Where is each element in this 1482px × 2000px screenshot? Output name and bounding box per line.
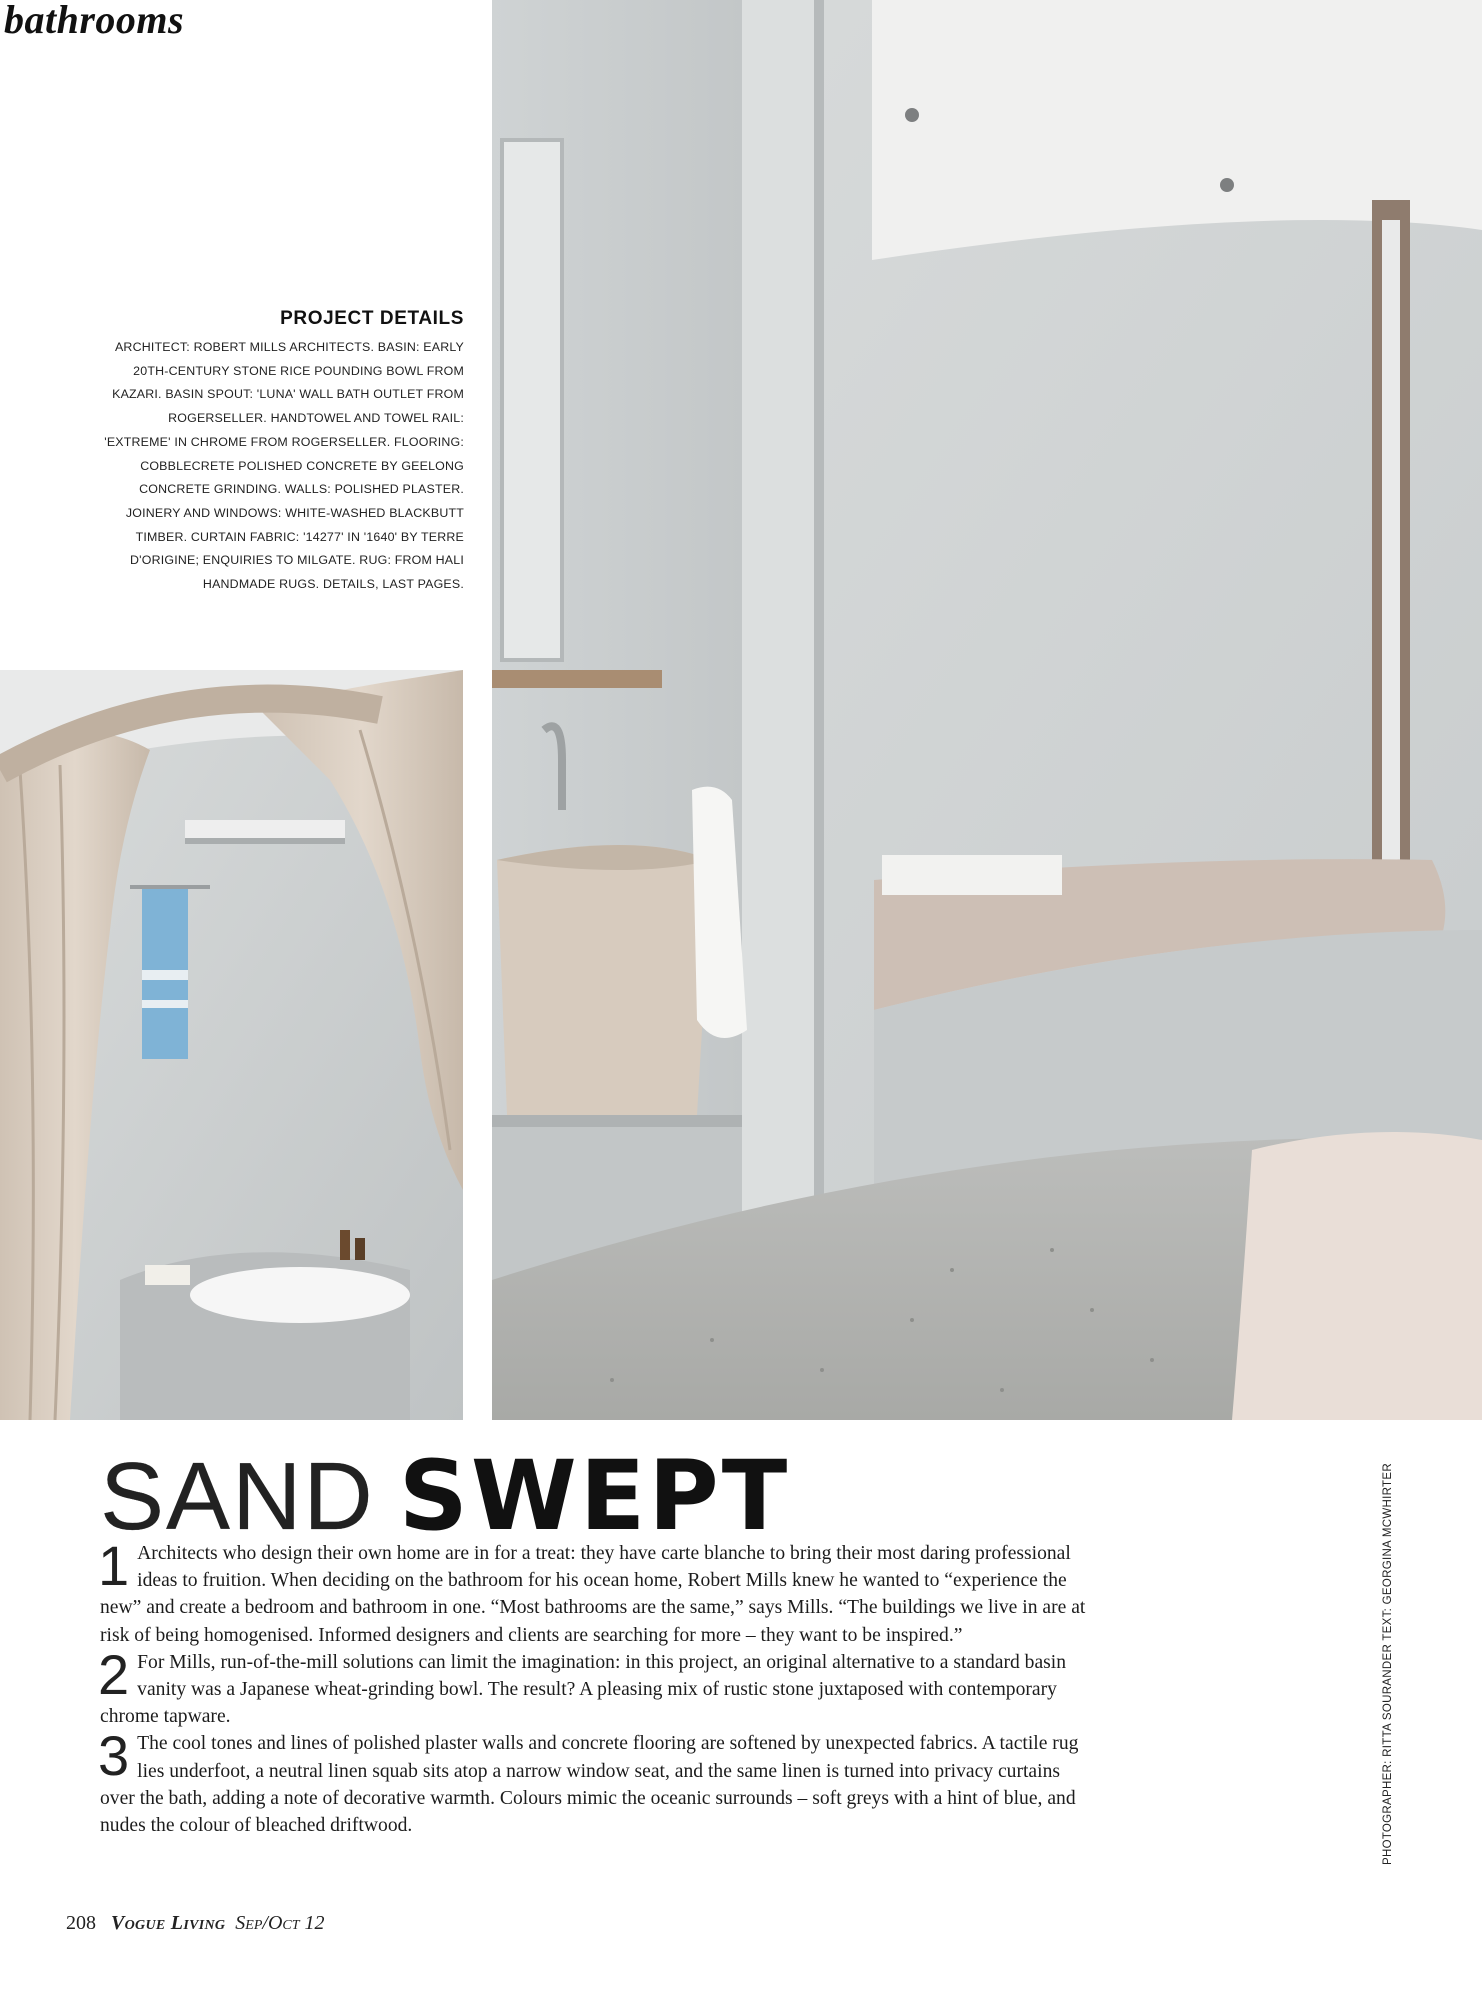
paragraph-number: 1 (98, 1534, 130, 1597)
bathroom-photo (492, 0, 1482, 1420)
paragraph-text: The cool tones and lines of polished plaster walls and concrete flooring are softened by unexpected fabrics. A tactile rug lies underfoot, a neutral linen squab sits atop a narrow window seat, and the same linen is turned into privacy curtains over the bath, adding a note of decorative warmth. Colours mimic the oceanic surrounds – soft greys with a hint of blue, and nudes the colour of bleached driftwood. (100, 1733, 1079, 1837)
project-details-body: ARCHITECT: ROBERT MILLS ARCHITECTS. BASIN: EARLY 20TH-CENTURY STONE RICE POUNDING BOWL FROM KAZARI. BASIN SPOUT: 'LUNA' WALL BATH OUTLET FROM ROGERSELLER. HANDTOWEL AND TOWEL RAIL: 'EXTREME' IN CHROME FROM ROGERSELLER. FLOORING: COBBLECRETE POLISHED CONCRETE BY GEELONG CONCRETE GRINDING. WALLS: POLISHED PLASTER. JOINERY AND WINDOWS: WHITE-WASHED BLACKBUTT TIMBER. CURTAIN FABRIC: '14277' IN '1640' BY TERRE D'ORIGINE; ENQUIRIES TO MILGATE. RUG: FROM HALI HANDMADE RUGS. DETAILS, LAST PAGES. (104, 340, 464, 592)
paragraph-number: 2 (98, 1642, 130, 1706)
article-body (98, 1534, 1094, 1839)
page-number: 208 (66, 1912, 96, 1934)
paragraph-2 (98, 1642, 1094, 1731)
photo-credit: PHOTOGRAPHER: RITTA SOURANDER TEXT: GEORGINA MCWHIRTER (1382, 1463, 1394, 1865)
project-details (100, 308, 464, 597)
headline (100, 1440, 791, 1552)
headline-light: SAND (100, 1443, 375, 1550)
paragraph-text: For Mills, run-of-the-mill solutions can limit the imagination: in this project, an original alternative to a standard basin vanity was a Japanese wheat-grinding bowl. The result? A pleasing mix of rustic stone juxtaposed with contemporary chrome tapware. (100, 1651, 1067, 1728)
magazine-name: Vogue Living (111, 1912, 226, 1934)
paragraph-1 (98, 1534, 1094, 1649)
project-details-heading: PROJECT DETAILS (280, 308, 464, 329)
headline-bold: SWEPT (398, 1440, 791, 1552)
page-footer (66, 1912, 325, 1935)
paragraph-text: Architects who design their own home are in for a treat: they have carte blanche to bring their most daring professional ideas to fruition. When deciding on the bathroom for his ocean home, Robert Mills knew he wanted to “experience the new” and create a bedroom and bathroom in one. “Most bathrooms are the same,” says Mills. “The buildings we live in are at risk of being homogenised. Informed designers and clients are searching for more – they want to be inspired.” (100, 1543, 1086, 1646)
paragraph-3 (98, 1724, 1094, 1839)
issue-date: Sep/Oct 12 (235, 1912, 325, 1934)
paragraph-number: 3 (98, 1724, 130, 1788)
section-title: bathrooms (4, 0, 185, 42)
bath-photo (0, 670, 463, 1420)
